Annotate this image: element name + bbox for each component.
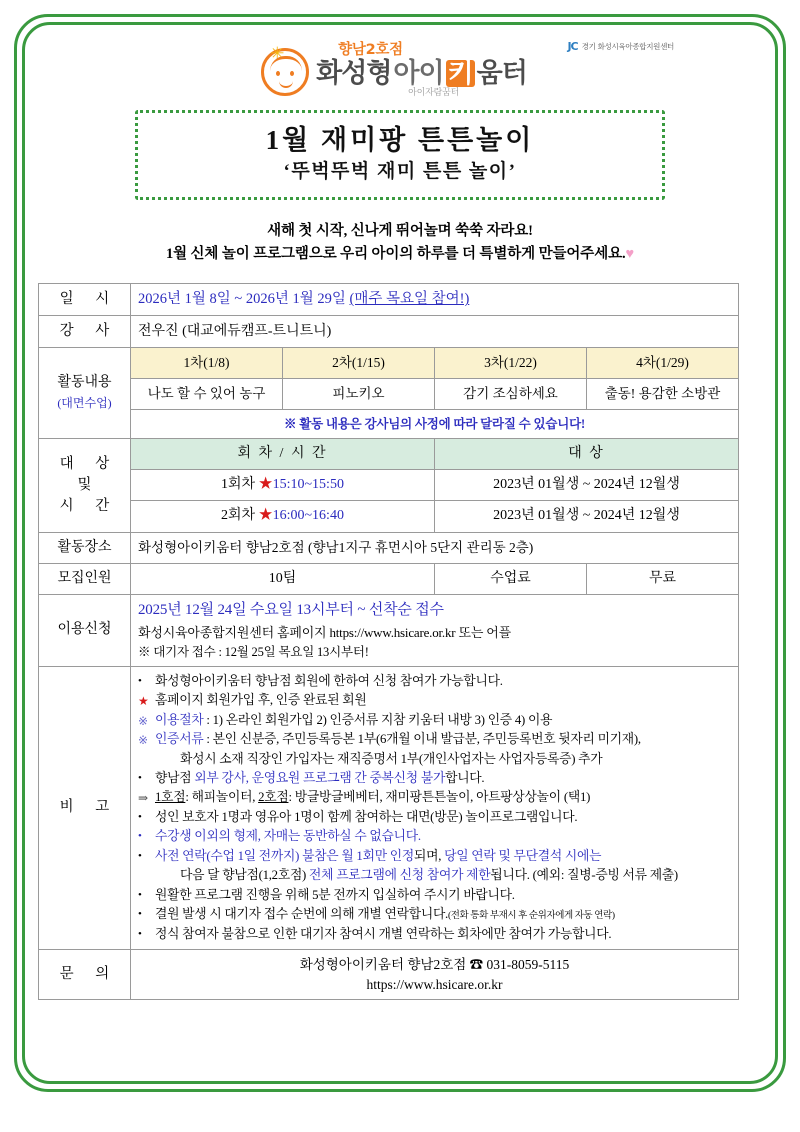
- value-contact: [131, 949, 739, 999]
- note-segment: 당일 연락 및 무단결석 시에는: [444, 848, 602, 863]
- note-segment: 성인 보호자 1명과 영유아 1명이 함께 참여하는 대면(방문) 놀이프로그램입니다.: [155, 809, 578, 824]
- session-header-2: 2차(1/15): [283, 348, 435, 379]
- table-row-apply: [39, 595, 739, 667]
- value-apply: [131, 595, 739, 667]
- note-bullet-icon: ★: [138, 694, 149, 709]
- note-text: [155, 925, 731, 944]
- star-icon: ✳: [270, 44, 285, 63]
- table-row-activity-contents: [39, 378, 739, 409]
- lead-line-1: 새해 첫 시작, 신나게 뛰어놀며 쑥쑥 자라요!: [267, 223, 533, 240]
- note-segment: 합니다.: [445, 771, 485, 786]
- label-activity-main: 활동내용: [57, 375, 112, 391]
- lead-line-2: 1월 신체 놀이 프로그램으로 우리 아이의 하루를 더 특별하게 만들어주세요.: [165, 245, 626, 262]
- label-fee: 수업료: [435, 563, 587, 594]
- lead-paragraph: [34, 220, 766, 265]
- target-age-2: 2023년 01월생 ~ 2024년 12월생: [435, 501, 739, 532]
- label-target-line3: 시 간: [59, 497, 119, 514]
- title-box: [135, 110, 665, 200]
- notes-list: [131, 666, 739, 949]
- target-header-session: 회 차 / 시 간: [131, 438, 435, 469]
- note-text: [155, 691, 731, 710]
- star-icon-1: ★: [258, 476, 273, 492]
- logo-main-label: [316, 60, 527, 87]
- table-row-datetime: [39, 284, 739, 316]
- table-row-target-header: [39, 438, 739, 469]
- program-info-table: [38, 283, 739, 1000]
- page-subtitle: ‘뚜벅뚜벅 재미 튼튼 놀이’: [283, 160, 517, 182]
- note-item: [138, 769, 731, 788]
- note-text: [155, 827, 731, 846]
- note-item: [138, 827, 731, 846]
- apply-line-3: ※ 대기자 접수 : 12월 25일 목요일 13시부터!: [138, 644, 369, 659]
- hair-shape: [270, 56, 302, 71]
- note-segment: 원활한 프로그램 진행을 위해 5분 전까지 입실하여 주시기 바랍니다.: [155, 887, 515, 902]
- session-header-3: 3차(1/22): [435, 348, 587, 379]
- apply-line-2: 화성시육아종합지원센터 홈페이지 https://www.hsicare.or.kr 또는 어플: [138, 624, 511, 640]
- organization-logo: [261, 43, 527, 99]
- note-bullet-icon: •: [138, 888, 142, 901]
- note-segment: 화성형아이키움터 향남점 회원에 한하여 신청 참여가 가능합니다.: [155, 673, 503, 688]
- table-row-contact: [39, 949, 739, 999]
- note-segment: 향남점: [155, 771, 195, 786]
- note-segment: 인증서류: [155, 732, 204, 747]
- note-segment: 사전 연락(수업 1일 전까지) 불참은 월 1회만 인정: [155, 848, 414, 863]
- center-name-label: 경기 화성시육아종합지원센터: [581, 42, 674, 51]
- session-time-1: 15:10~15:50: [272, 476, 344, 492]
- apply-line-1: 2025년 12월 24일 수요일 13시부터 ~ 선착순 접수: [138, 602, 444, 619]
- center-logo-icon: JC: [567, 40, 578, 53]
- note-text: [180, 866, 731, 885]
- note-segment: 전체 프로그램에 신청 참여가 제한: [309, 868, 491, 883]
- logo-seg-4: 움터: [476, 58, 527, 89]
- value-fee: 무료: [587, 563, 739, 594]
- activity-content-1: 나도 할 수 있어 농구: [131, 378, 283, 409]
- child-face-icon: [261, 44, 309, 96]
- value-datetime: [131, 284, 739, 316]
- label-datetime: 일 시: [39, 284, 131, 316]
- note-segment: 이용절차: [155, 712, 204, 727]
- note-segment: : 해피놀이터,: [185, 790, 259, 805]
- note-text: [155, 847, 731, 866]
- contact-phone-line: 화성형아이키움터 향남2호점 ☎ 031-8059-5115: [299, 956, 570, 972]
- table-row-teacher: [39, 316, 739, 348]
- logo-wordmark: [316, 43, 527, 99]
- heart-icon: ♥: [625, 245, 635, 262]
- mouth-shape: [279, 78, 293, 88]
- note-bullet-icon: •: [138, 810, 142, 823]
- label-teacher: 강 사: [39, 316, 131, 348]
- note-item: [138, 808, 731, 827]
- value-place: 화성형아이키움터 향남2호점 (향남1지구 휴먼시아 5단지 관리동 2층): [131, 532, 739, 563]
- datetime-range: 2026년 1월 8일 ~ 2026년 1월 29일: [138, 291, 350, 308]
- note-segment: 됩니다. (예외: 질병-증빙 서류 제출): [490, 868, 678, 883]
- note-text: [155, 808, 731, 827]
- note-bullet-icon: ※: [138, 713, 148, 728]
- note-bullet-icon: •: [138, 674, 142, 687]
- note-segment: 정식 참여자 불참으로 인한 대기자 참여시 개별 연락하는 회차에만 참여가 가능합니다.: [155, 926, 612, 941]
- note-text: [155, 905, 731, 924]
- note-bullet-icon: •: [138, 927, 142, 940]
- note-segment: (전화 통화 부재시 후 순위자에게 자동 연락): [448, 911, 615, 922]
- label-contact: 문 의: [39, 949, 131, 999]
- label-place: 활동장소: [39, 532, 131, 563]
- note-segment: 1호점: [155, 790, 186, 805]
- activity-footnote: ※ 활동 내용은 강사님의 사정에 따라 달라질 수 있습니다!: [131, 409, 739, 438]
- table-row-activity-footnote: [39, 409, 739, 438]
- note-text: [155, 788, 731, 807]
- label-notes: 비 고: [39, 666, 131, 949]
- note-bullet-icon: •: [138, 849, 142, 862]
- note-item: [138, 866, 731, 885]
- note-item: [138, 691, 731, 710]
- note-segment: 다음 달 향남점(1,2호점): [180, 868, 310, 883]
- label-target-line1: 대 상: [59, 455, 119, 472]
- center-mark: [567, 40, 674, 53]
- label-capacity: 모집인원: [39, 563, 131, 594]
- note-text: [155, 672, 731, 691]
- note-item: [138, 730, 731, 749]
- session-header-1: 1차(1/8): [131, 348, 283, 379]
- eye-left-shape: [276, 71, 280, 76]
- table-row-capacity: [39, 563, 739, 594]
- note-text: [155, 730, 731, 749]
- note-item: [138, 711, 731, 730]
- note-item: [138, 672, 731, 691]
- note-bullet-icon: •: [138, 830, 142, 843]
- note-segment: 홈페이지 회원가입 후, 인증 완료된 회원: [155, 693, 367, 708]
- table-row-place: [39, 532, 739, 563]
- logo-seg-1: 화성형: [316, 58, 392, 89]
- note-text: [155, 711, 731, 730]
- target-session-2: [131, 501, 435, 532]
- table-row-activity-sessions: [39, 348, 739, 379]
- activity-content-2: 피노키오: [283, 378, 435, 409]
- logo-branch-label: 향남2호점: [338, 41, 403, 58]
- session-label-2: 2회차: [221, 508, 256, 524]
- label-target-time: [39, 438, 131, 532]
- datetime-note: (매주 목요일 참여!): [349, 291, 470, 308]
- note-segment: : 1) 온라인 회원가입 2) 인증서류 지참 키움터 내방 3) 인증 4) 이용: [203, 712, 553, 727]
- session-label-1: 1회차: [221, 476, 256, 492]
- target-header-target: 대 상: [435, 438, 739, 469]
- note-bullet-icon: ⇒: [138, 791, 148, 806]
- note-bullet-icon: •: [138, 772, 142, 785]
- note-bullet-icon: ※: [138, 733, 148, 748]
- note-item: [138, 886, 731, 905]
- note-item: [138, 905, 731, 924]
- note-segment: : 본인 신분증, 주민등록등본 1부(6개월 이내 발급분, 주민등록번호 뒷자리 미기재),: [203, 732, 641, 747]
- note-item: [138, 750, 731, 769]
- note-item: [138, 847, 731, 866]
- activity-content-3: 감기 조심하세요: [435, 378, 587, 409]
- page-title: 1월 재미팡 튼튼놀이: [265, 125, 535, 155]
- label-apply: 이용신청: [39, 595, 131, 667]
- table-row-notes: [39, 666, 739, 949]
- note-segment: 화성시 소재 직장인 가입자는 재직증명서 1부(개인사업자는 사업자등록증) 추가: [180, 751, 603, 766]
- note-segment: 외부 강사, 운영요원 프로그램 간 중복신청 불가: [194, 771, 446, 786]
- note-segment: 되며,: [413, 848, 445, 863]
- logo-header: [34, 26, 766, 98]
- note-segment: : 방글방글베베터, 재미팡튼튼놀이, 아트팡상상놀이 (택1): [288, 790, 591, 805]
- logo-tagline: 아이자람꿈터: [408, 88, 460, 98]
- value-capacity: 10팀: [131, 563, 435, 594]
- label-activity: [39, 348, 131, 438]
- session-header-4: 4차(1/29): [587, 348, 739, 379]
- activity-content-4: 출동! 용감한 소방관: [587, 378, 739, 409]
- note-item: [138, 788, 731, 807]
- label-target-line2: 및: [77, 476, 101, 493]
- eye-right-shape: [290, 71, 294, 76]
- note-segment: 수강생 이외의 형제, 자매는 동반하실 수 없습니다.: [155, 829, 421, 844]
- value-teacher: 전우진 (대교에듀캠프-트니트니): [131, 316, 739, 348]
- table-row-target-2: [39, 501, 739, 532]
- note-segment: 결원 발생 시 대기자 접수 순번에 의해 개별 연락합니다.: [155, 907, 449, 922]
- note-text: [180, 750, 731, 769]
- logo-seg-3: 키: [447, 58, 473, 89]
- note-bullet-icon: •: [138, 908, 142, 921]
- table-row-target-1: [39, 469, 739, 500]
- target-age-1: 2023년 01월생 ~ 2024년 12월생: [435, 469, 739, 500]
- star-icon-2: ★: [258, 508, 273, 524]
- contact-url-line[interactable]: https://www.hsicare.or.kr: [366, 976, 503, 992]
- flyer-content: [34, 26, 766, 1000]
- note-text: [155, 769, 731, 788]
- label-activity-sub: (대면수업): [57, 396, 112, 411]
- target-session-1: [131, 469, 435, 500]
- session-time-2: 16:00~16:40: [272, 508, 344, 524]
- lead-line-2-wrap: [34, 243, 766, 265]
- logo-seg-2: 아이: [393, 58, 444, 89]
- note-item: [138, 925, 731, 944]
- note-segment: 2호점: [258, 790, 289, 805]
- note-text: [155, 886, 731, 905]
